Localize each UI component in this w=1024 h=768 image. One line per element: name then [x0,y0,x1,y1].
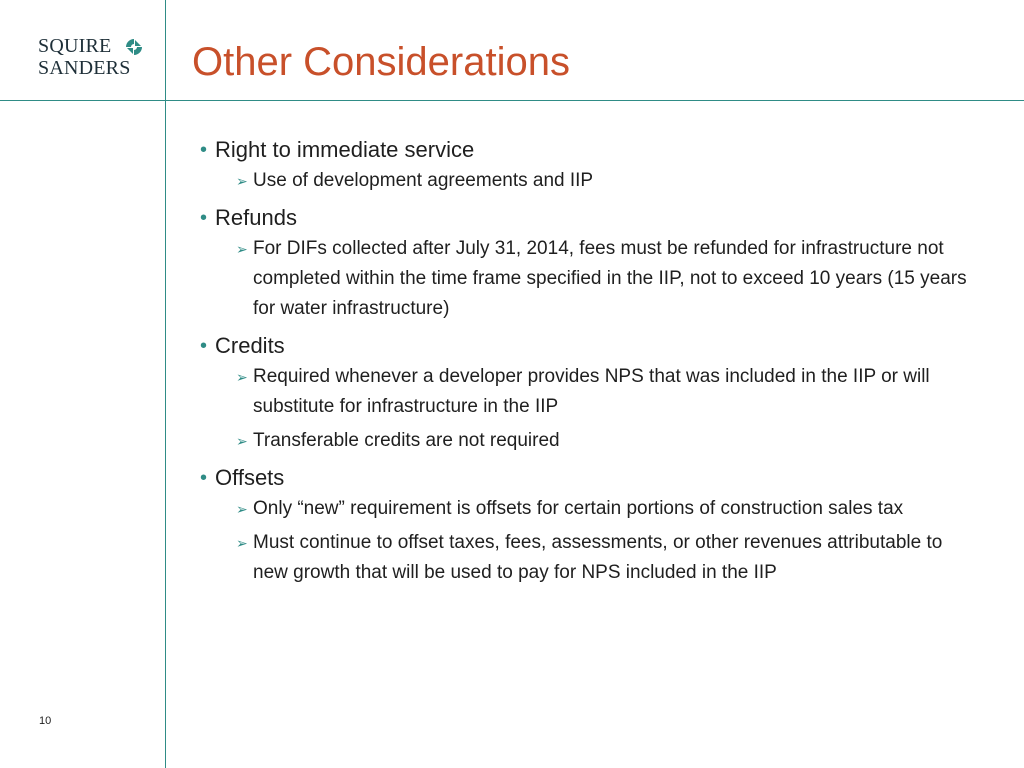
arrow-bullet-icon: ➢ [236,369,248,385]
arrow-bullet-icon: ➢ [236,501,248,517]
bullet-level1 [198,464,988,492]
bullet-dot-icon: • [200,139,208,161]
arrow-bullet-icon: ➢ [236,173,248,189]
section-credits [198,332,988,456]
sub-bullet-text: Must continue to offset taxes, fees, assessments, or other revenues attributable to new growth that will be used to pay for NPS included in the IIP [253,532,943,583]
logo-line2: SANDERS [38,57,131,79]
bullet-dot-icon: • [200,467,208,489]
bullet-level2 [236,362,973,422]
sub-bullet-text: Use of development agreements and IIP [253,170,594,191]
bullet-level1 [198,136,988,164]
sub-bullet-text: Transferable credits are not required [253,430,560,451]
bullet-text: Offsets [215,465,285,490]
bullet-level2 [236,234,973,324]
bullet-text: Credits [215,333,285,358]
bullet-level2 [236,166,973,196]
sub-bullet-text: Only “new” requirement is offsets for certain portions of construction sales tax [253,498,904,519]
bullet-level2 [236,426,973,456]
sub-bullet-text: For DIFs collected after July 31, 2014, fees must be refunded for infrastructure not completed within the time frame specified in the IIP, not to exceed 10 years (15 years for water infrastructure) [253,238,967,319]
squire-sanders-logo [38,36,148,80]
section-refunds [198,204,988,324]
bullet-level2 [236,528,973,588]
section-right-to-service [198,136,988,196]
arrow-bullet-icon: ➢ [236,433,248,449]
bullet-dot-icon: • [200,335,208,357]
bullet-level1 [198,204,988,232]
bullet-level1 [198,332,988,360]
vertical-divider [165,0,166,768]
logo-line1: SQUIRE [38,35,112,57]
bullet-level2 [236,494,973,524]
content-area [198,136,988,596]
bullet-text: Refunds [215,205,297,230]
bullet-text: Right to immediate service [215,137,475,162]
arrow-bullet-icon: ➢ [236,535,248,551]
horizontal-divider [0,100,1024,101]
logo-mark-icon [125,38,143,56]
slide-title: Other Considerations [192,40,570,84]
page-number: 10 [39,715,52,727]
section-offsets [198,464,988,588]
bullet-dot-icon: • [200,207,208,229]
sub-bullet-text: Required whenever a developer provides NPS that was included in the IIP or will substitute for infrastructure in the IIP [253,366,930,417]
arrow-bullet-icon: ➢ [236,241,248,257]
